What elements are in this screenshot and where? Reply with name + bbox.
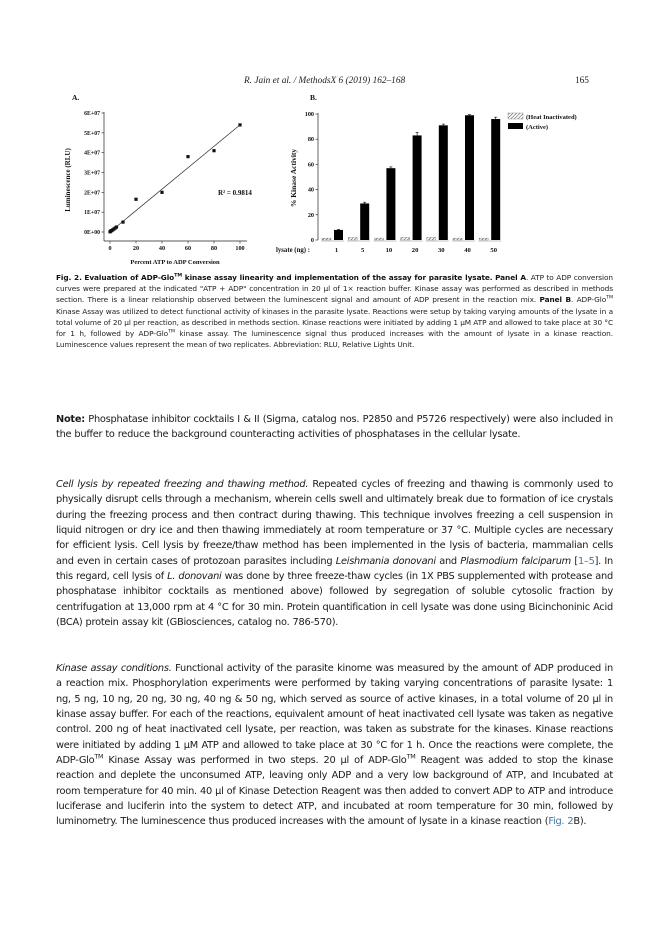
- panel-a-data-point: [134, 198, 137, 201]
- panel-a-xtick-label: 0: [108, 245, 112, 252]
- panel-a-data-point: [186, 155, 189, 158]
- legend-label-heat-inactivated: (Heat Inactivated): [526, 114, 577, 121]
- panel-b-bar-heat-inactivated: [479, 238, 488, 240]
- caption-tm-3: TM: [168, 329, 175, 335]
- panel-b-ytick-label: 0: [310, 237, 314, 244]
- panel-b-ytick-label: 20: [307, 211, 314, 219]
- panel-a-xlabel: Percent ATP to ADP Conversion: [130, 259, 220, 266]
- caption-title-b: kinase assay linearity and implementation of the assay for parasite lysate.: [182, 273, 493, 282]
- panel-b-bar-heat-inactivated: [427, 237, 436, 240]
- panel-a-scatter: [64, 93, 252, 266]
- panel-b-ytick-label: 60: [307, 161, 314, 169]
- kinase-text-3: Reagent was added to stop the kinase reaction and deplete the unconsumed ATP, leaving only ADP and a very low background of ATP, and Incubated at room temperature for 40 min. 40 µl of Kinase Detection Reagent was then added to convert ADP to ATP and introduce luciferase and luciferin into the system to detect ATP, and incubated at room temperature for 30 min, followed by luminometry. The luminescence thus produced increases with the amount of lysate in a kinase reaction (: [56, 755, 613, 828]
- note-text: Phosphatase inhibitor cocktails I & II (Sigma, catalog nos. P2850 and P5726 respectively) were also included in the buffer to reduce the background counteracting activities of phosphatases in the cellular lysate.: [56, 414, 613, 441]
- panel-b-bar-active: [491, 119, 500, 240]
- figure-2: [55, 88, 615, 268]
- figure-caption: [56, 272, 613, 350]
- panel-b-bar-active: [360, 203, 369, 240]
- panel-b-bar-heat-inactivated: [453, 238, 462, 240]
- panel-a-ytick-label: 4E+07: [84, 150, 100, 157]
- cell-lysis-and: and: [435, 555, 461, 567]
- caption-tm-2: TM: [606, 295, 613, 301]
- caption-panel-b-text-1: . ADP-Glo: [571, 295, 607, 305]
- reference-link[interactable]: 1–5: [577, 555, 595, 567]
- panel-b-ylabel: % Kinase Activity: [289, 148, 298, 208]
- panel-b-xtick-label: 30: [438, 247, 445, 254]
- caption-title-a: Evaluation of ADP-Glo: [84, 273, 175, 282]
- cell-lysis-text-1: Repeated cycles of freezing and thawing is commonly used to physically disrupt cells through a mechanism, wherein cells swell and ultimately break due to formation of ice crystals during the freezing process and then contract during thawing. This technique involves freezing a cell suspension in liquid nitrogen or dry ice and then thawing immediately at room temperature or 37 °C. Multiple cycles are necessary for efficient lysis. Cell lysis by freeze/thaw method has been implemented in the lysis of bacteria, mammalian cells and even in certain cases of protozoan parasites including: [56, 479, 613, 567]
- kinase-assay-heading: Kinase assay conditions.: [56, 663, 172, 674]
- panel-a-ytick-label: 1E+07: [84, 210, 100, 217]
- panel-a-xtick-label: 100: [235, 245, 245, 252]
- note-paragraph: [56, 412, 613, 443]
- panel-a-ylabel: Luminescence (RLU): [64, 148, 72, 212]
- journal-citation: R. Jain et al. / MethodsX 6 (2019) 162–168: [244, 76, 406, 86]
- caption-tm: TM: [174, 273, 182, 279]
- legend-label-active: (Active): [526, 124, 549, 131]
- panel-b-label: B.: [310, 93, 317, 102]
- panel-b-xtick-label: 20: [411, 247, 419, 254]
- caption-label: Fig. 2.: [56, 273, 82, 282]
- caption-panel-a-text: . ATP to ADP conversion curves were prepared at the indicated "ATP + ADP" concentration in 20 µl of 1× reaction buffer. Kinase assay was performed as described in methods section. There is a linear relationship observed between the luminescent signal and amount of ADP present in the reaction mix.: [56, 273, 614, 305]
- panel-b-ytick-label: 100: [304, 111, 314, 118]
- panel-a-ytick-label: 2E+07: [84, 190, 100, 197]
- panel-a-ytick-label: 5E+07: [84, 130, 100, 137]
- panel-b-bar-heat-inactivated: [374, 238, 383, 240]
- panel-b-bar-active: [439, 125, 448, 240]
- panel-b-bar-heat-inactivated: [401, 237, 410, 240]
- panel-b-xtick-label: 1: [334, 247, 339, 254]
- panel-b-bar-active: [413, 135, 422, 240]
- figure-2-link[interactable]: Fig. 2: [548, 816, 574, 828]
- species-l-donovani: L. donovani: [167, 571, 222, 583]
- panel-b-xlabel: lysate (ng) :: [276, 247, 310, 254]
- figure-ref-suffix: B: [573, 816, 580, 828]
- panel-a-data-point: [212, 149, 215, 152]
- kinase-text-2: Kinase Assay was performed in two steps. 20 µl of ADP-Glo: [103, 755, 407, 767]
- panel-a-data-point: [238, 123, 241, 126]
- cell-lysis-text-3: was done by three freeze-thaw cycles (in 1X PBS supplemented with protease and phosphatase inhibitor cocktails as mentioned above) followed by segregation of soluble cytosolic fraction by centrifugation at 13,000 rpm at 4 °C for 30 min. Protein quantification in cell lysate was done using Bicinchoninic Acid (BCA) protein assay kit (GBiosciences, catalog no. 786-570).: [56, 571, 613, 629]
- panel-b-xtick-label: 5: [361, 247, 365, 254]
- cell-lysis-paragraph: [56, 477, 613, 630]
- kinase-text-1: Functional activity of the parasite kinome was measured by the amount of ADP produced in a reaction mix. Phosphorylation experiments were performed by taking varying concentrations of parasite lysate: 1 ng, 5 ng, 10 ng, 20 ng, 30 ng, 40 ng & 50 ng, which served as source of active kinases, in a total volume of 20 µl in kinase assay buffer. For each of the reactions, equivalent amount of heat inactivated cell lysate was taken as negative control. 200 ng of heat inactivated cell lysate, per reaction, was taken as substrate for the kinases. Kinase reactions were initiated by adding 1 µM ATP and allowed to take place at 30 °C for 1 h. Once the reactions were complete, the ADP-Glo: [56, 663, 613, 767]
- kinase-assay-paragraph: [56, 661, 613, 830]
- caption-panel-a-label: Panel A: [495, 273, 526, 282]
- cell-lysis-text-2: ]. In this regard, cell lysis of: [56, 555, 614, 583]
- panel-b-bar-active: [465, 115, 474, 240]
- figure-2-charts: [0, 0, 650, 300]
- species-plasmodium: Plasmodium falciparum: [460, 555, 571, 567]
- panel-a-data-point: [121, 220, 124, 223]
- panel-a-r-squared: R² = 0.9814: [218, 189, 252, 197]
- panel-a-xtick-label: 60: [184, 245, 192, 252]
- ref-open: [: [570, 555, 578, 567]
- panel-a-data-point: [115, 225, 118, 228]
- legend-swatch-active: [508, 123, 523, 129]
- caption-panel-b-text-3: kinase assay. The luminescence signal thus produced increases with the amount of lysate in a kinase reaction. Luminescence values represent the mean of two replicates. Abbreviation: RLU, Relative Lights Unit.: [56, 329, 613, 350]
- panel-b-ytick-label: 80: [307, 136, 314, 144]
- panel-a-xtick-label: 40: [158, 245, 166, 252]
- panel-b-xtick-label: 40: [464, 247, 471, 254]
- panel-b-bar-heat-inactivated: [348, 237, 357, 240]
- kinase-tm-1: TM: [94, 752, 104, 761]
- panel-a-trendline: [110, 125, 240, 232]
- kinase-text-4: ).: [579, 816, 587, 828]
- panel-b-bar: [276, 93, 577, 254]
- panel-b-xtick-label: 10: [385, 247, 393, 254]
- panel-a-xtick-label: 20: [132, 245, 140, 252]
- panel-b-bar-heat-inactivated: [322, 238, 331, 240]
- panel-a-ytick-label: 6E+07: [84, 111, 100, 117]
- panel-a-xtick-label: 80: [210, 245, 218, 252]
- panel-b-xtick-label: 50: [490, 247, 497, 254]
- caption-panel-b-label: Panel B: [539, 295, 571, 305]
- caption-panel-b-text-2: Kinase Assay was utilized to detect functional activity of kinases in the parasite lysate. Reactions were setup by taking varying amounts of the lysate in a total volume of 20 µl per reaction, as described in methods section. Kinase reactions were initiated by adding 1 µM ATP and allowed to take place at 30 °C for 1 h, followed by ADP-Glo: [56, 306, 613, 339]
- species-leishmania: Leishmania donovani: [335, 555, 436, 567]
- panel-a-ytick-label: 3E+07: [84, 170, 100, 177]
- panel-b-legend: [508, 113, 577, 131]
- panel-b-bar-active: [386, 168, 395, 240]
- panel-a-label: A.: [72, 93, 80, 102]
- panel-b-ytick-label: 40: [307, 186, 314, 194]
- panel-b-bar-active: [334, 230, 343, 240]
- legend-swatch-heat-inactivated: [508, 113, 523, 119]
- page-number: 165: [575, 76, 589, 86]
- cell-lysis-heading: Cell lysis by repeated freezing and thawing method.: [56, 479, 309, 490]
- kinase-tm-2: TM: [406, 752, 416, 761]
- panel-a-data-point: [160, 191, 163, 194]
- panel-a-ytick-label: 0E+00: [84, 230, 100, 236]
- note-label: Note:: [56, 414, 85, 425]
